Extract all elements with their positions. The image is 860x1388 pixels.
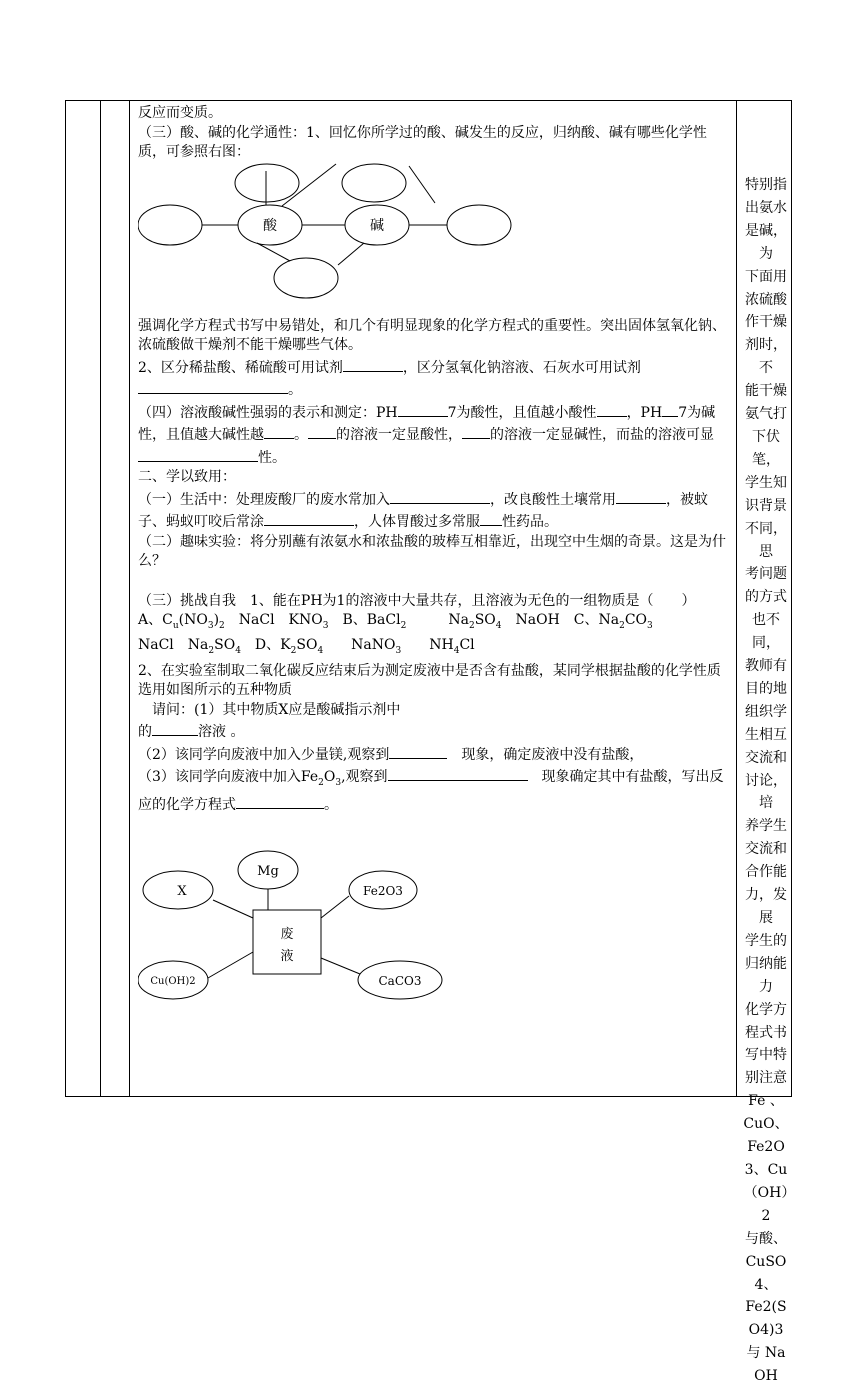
- column-divider: [736, 101, 737, 1096]
- side-line: 生相互: [745, 726, 787, 743]
- paragraph: （3）该同学向废液中加入$Fe_2O_3$,观察到 现象确定其中有盐酸，写出反应的化学方程式 。: [138, 765, 734, 816]
- fe2o3-label: Fe2O3: [363, 883, 403, 898]
- side-line: 学生知: [745, 474, 787, 491]
- waste-label-1: 废: [280, 926, 294, 942]
- side-line: 目的地: [745, 680, 787, 697]
- side-line: 下面用: [745, 268, 787, 285]
- mg-label: Mg: [257, 863, 279, 879]
- side-line: 作干燥: [745, 314, 787, 331]
- paragraph: （2）该同学向废液中加入少量镁,观察到 现象，确定废液中没有盐酸，: [138, 743, 734, 766]
- side-line: 教师有: [745, 658, 787, 675]
- side-line: 程式书: [745, 1024, 787, 1041]
- main-content: [138, 104, 734, 1010]
- acid-label: 酸: [263, 217, 277, 234]
- side-line: 合作能: [745, 864, 787, 881]
- side-line: Fe2(SO4)3: [745, 1299, 787, 1339]
- side-line: 力，发展: [745, 887, 787, 926]
- side-line: 浓硫酸: [745, 291, 787, 308]
- paragraph: （四）溶液酸碱性强弱的表示和测定：PH 7为酸性，且值越小酸性 ，PH 7为碱性，且值越大碱性越 。 的溶液一定显酸性， 的溶液一定显碱性，而盐的溶液可显性。: [138, 401, 734, 469]
- waste-liquid-diagram: [138, 850, 734, 1010]
- side-line: 也不同，: [752, 612, 780, 652]
- side-line: 特别指: [745, 177, 787, 193]
- side-notes: [741, 174, 791, 1388]
- options-line: NaCl $Na_2SO_4$ D、$K_2SO_4$ NaNO$_3$ $NH_4Cl$: [138, 637, 475, 657]
- side-line: 力: [759, 978, 773, 995]
- waste-label-2: 液: [280, 948, 294, 964]
- side-line: 写中特: [745, 1047, 787, 1064]
- paragraph: 2、在实验室制取二氧化碳反应结束后为测定废液中是否含有盐酸，某同学根据盐酸的化学性质选用如图所示的五种物质: [138, 662, 721, 699]
- paragraph: 的 溶液 。: [138, 720, 734, 743]
- side-line: 识背景: [745, 497, 787, 514]
- side-line: 讨论，培: [745, 772, 787, 812]
- side-line: 别注意: [745, 1070, 787, 1087]
- side-line: 不同，思: [745, 520, 787, 560]
- empty-oval: [235, 164, 299, 202]
- side-line: （OH）2: [743, 1184, 789, 1224]
- caco3-label: CaCO3: [378, 973, 422, 988]
- waste-liquid-box: [253, 910, 321, 974]
- paragraph: 强调化学方程式书写中易错处，和几个有明显现象的化学方程式的重要性。突出固体氢氧化钠、浓硫酸做干燥剂不能干燥哪些气体。: [138, 317, 726, 353]
- side-line: 化学方: [745, 1001, 787, 1018]
- side-line: CuSO4、: [745, 1253, 787, 1293]
- side-line: 下伏笔，: [752, 428, 780, 468]
- column-divider: [129, 101, 130, 1096]
- side-line: 交流和: [745, 841, 787, 858]
- side-line: 归纳能: [745, 955, 787, 972]
- paragraph: （一）生活中：处理废酸厂的废水常加入 ，改良酸性土壤常用 ，被蚊子、蚂蚁叮咬后常涂 ，人体胃酸过多常服 性药品。: [138, 488, 734, 533]
- side-line: 是碱，为: [745, 222, 787, 262]
- side-line: 组织学: [745, 703, 787, 720]
- side-line: 学生的: [745, 932, 787, 949]
- side-line: 能干燥: [745, 383, 787, 400]
- base-label: 碱: [370, 217, 384, 234]
- side-line: 的方式: [745, 589, 787, 606]
- empty-oval: [447, 205, 511, 245]
- empty-oval: [138, 205, 202, 245]
- acid-base-properties-diagram: [138, 163, 734, 303]
- lesson-table: [65, 100, 792, 1385]
- paragraph: 请问：(1）其中物质X应是酸碱指示剂中: [138, 701, 401, 718]
- paragraph: （二）趣味实验：将分别蘸有浓氨水和浓盐酸的玻棒互相靠近，出现空中生烟的奇景。这是为什么？: [138, 533, 726, 569]
- column-divider: [100, 101, 101, 1096]
- paragraph: 二、学以致用：: [138, 469, 236, 485]
- side-line: 养学生: [745, 818, 787, 835]
- side-line: 交流和: [745, 749, 787, 766]
- paragraph: （三）酸、碱的化学通性：1、回忆你所学过的酸、碱发生的反应，归纳酸、碱有哪些化学性质，可参照右图：: [138, 124, 707, 160]
- cuoh2-label: Cu(OH)2: [150, 975, 196, 987]
- empty-oval: [274, 258, 338, 298]
- side-line: 出氨水: [745, 199, 787, 216]
- side-line: Fe2O3、Cu: [744, 1139, 788, 1178]
- side-line: CuO、: [743, 1116, 789, 1133]
- paragraph: 2、区分稀盐酸、稀硫酸可用试剂 ，区分氢氧化钠溶液、石灰水可用试剂。: [138, 356, 734, 401]
- side-line: 氨气打: [745, 406, 787, 423]
- options-line: A、$C_u(NO_3)_2$ NaCl $KNO_3$ B、BaCl$_2$ $Na_2SO_4$ NaOH C、$Na_2CO_3$: [138, 612, 653, 631]
- side-line: 考问题: [745, 566, 787, 583]
- x-label: X: [177, 883, 187, 899]
- empty-oval: [342, 164, 406, 202]
- paragraph: （三）挑战自我 1、能在PH为1的溶液中大量共存，且溶液为无色的一组物质是（ ）: [138, 592, 696, 609]
- paragraph: 反应而变质。: [138, 105, 222, 121]
- side-line: 与 NaOH: [746, 1345, 786, 1385]
- side-line: 与酸、: [745, 1230, 787, 1247]
- side-line: Fe 、: [748, 1093, 784, 1110]
- side-line: 剂时，不: [745, 337, 787, 377]
